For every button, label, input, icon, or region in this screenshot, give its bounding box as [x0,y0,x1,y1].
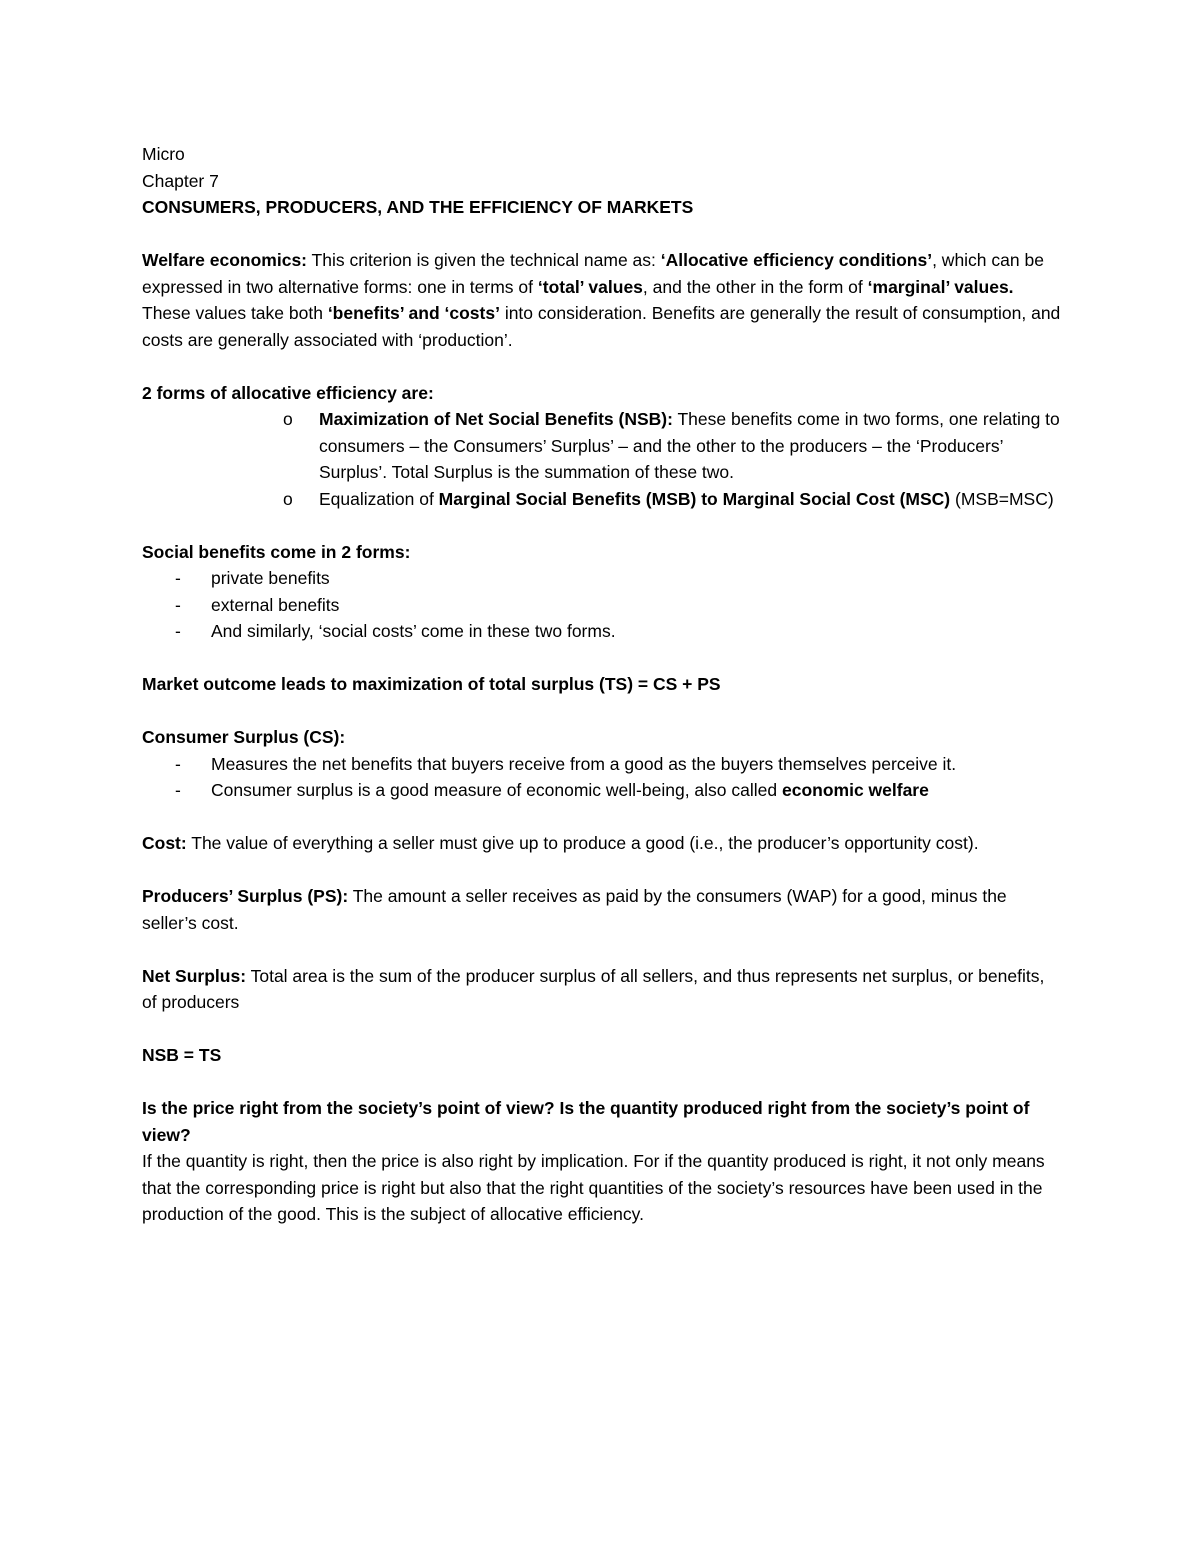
cost-paragraph: Cost: The value of everything a seller must give up to produce a good (i.e., the producer’s opportunity cost). [142,833,979,853]
cs-list [142,751,1062,804]
dash-bullet-icon: - [175,568,181,588]
list-item: - external benefits [175,592,1062,619]
welfare-paragraph: Welfare economics: This criterion is given the technical name as: ‘Allocative efficiency conditions’, which can be expressed in two alternative forms: one in terms of ‘total’ values, and the other in the form of ‘marginal’ values. These values take both ‘benefits’ and ‘costs’ into consideration. Benefits are generally the result of consumption, and costs are generally associated with ‘production’. [142,250,1061,350]
market-heading: Market outcome leads to maximization of total surplus (TS) = CS + PS [142,674,721,694]
ps-paragraph: Producers’ Surplus (PS): The amount a seller receives as paid by the consumers (WAP) for a good, minus the seller’s cost. [142,886,1007,933]
net-surplus-paragraph: Net Surplus: Total area is the sum of the producer surplus of all sellers, and thus represents net surplus, or benefits, of producers [142,965,1045,1012]
dash-bullet-icon: - [175,753,181,774]
circle-bullet-icon: o [283,488,293,509]
dash-bullet-icon: - [175,621,181,641]
social-list [142,565,1062,645]
course-label: Micro [142,144,185,164]
chapter-title: CONSUMERS, PRODUCERS, AND THE EFFICIENCY OF MARKETS [142,197,694,217]
list-item: o Maximization of Net Social Benefits (NSB): These benefits come in two forms, one relating to consumers – the Consumers’ Surplus’ – and the other to the producers – the ‘Producers’ Surplus’. Total Surplus is the summation of these two. [283,406,1062,486]
forms-list [142,406,1062,512]
document-page [142,141,1062,1228]
list-item: - And similarly, ‘social costs’ come in these two forms. [175,618,1062,645]
circle-bullet-icon: o [283,409,293,429]
list-item: - Measures the net benefits that buyers receive from a good as the buyers themselves perceive it. [175,751,1062,778]
list-item: - Consumer surplus is a good measure of economic well-being, also called economic welfare [175,777,1062,804]
social-heading: Social benefits come in 2 forms: [142,541,411,562]
welfare-term: Welfare economics: [142,250,308,270]
cs-heading: Consumer Surplus (CS): [142,727,346,747]
question-heading: Is the price right from the society’s point of view? Is the quantity produced right from the society’s point of view? [142,1098,1030,1145]
question-answer: If the quantity is right, then the price is also right by implication. For if the quantity produced is right, it not only means that the corresponding price is right but also that the right quantities of the society’s resources have been used in the production of the good. This is the subject of allocative efficiency. [142,1151,1045,1224]
dash-bullet-icon: - [175,780,181,800]
dash-bullet-icon: - [175,594,181,615]
list-item: - private benefits [175,565,1062,592]
chapter-label: Chapter 7 [142,170,219,191]
list-item: o Equalization of Marginal Social Benefits (MSB) to Marginal Social Cost (MSC) (MSB=MSC) [283,486,1062,513]
forms-heading: 2 forms of allocative efficiency are: [142,382,434,403]
nsb-equation: NSB = TS [142,1045,222,1065]
